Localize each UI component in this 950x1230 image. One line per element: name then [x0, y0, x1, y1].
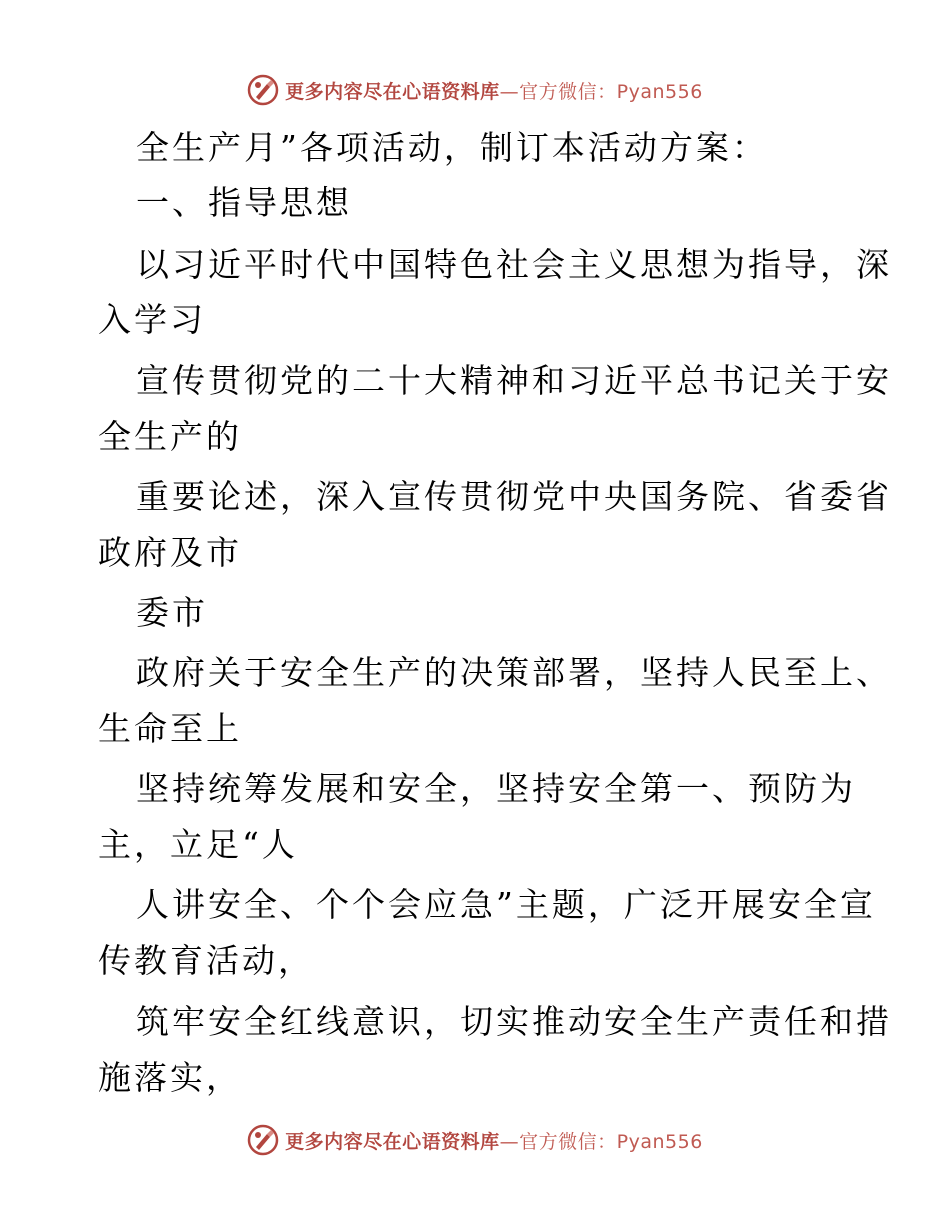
text-line: 全生产的 — [98, 417, 242, 456]
text-line: 重要论述，深入宣传贯彻党中央国务院、省委省 — [136, 477, 892, 516]
pen-logo-icon — [247, 1124, 279, 1156]
text-line: 入学习 — [98, 300, 206, 339]
text-line: 委市 — [136, 593, 208, 632]
text-line: 全生产月”各项活动，制订本活动方案： — [136, 128, 768, 167]
header-banner — [0, 70, 950, 110]
banner-title: 更多内容尽在心语资料库—官方微信：Pyan556 — [285, 1130, 703, 1153]
footer-banner — [0, 1120, 950, 1160]
text-line: 生命至上 — [98, 709, 242, 748]
text-line: 施落实， — [98, 1058, 242, 1097]
section-heading: 一、指导思想 — [136, 183, 352, 222]
text-line: 宣传贯彻党的二十大精神和习近平总书记关于安 — [136, 361, 892, 400]
text-line: 传教育活动， — [98, 941, 314, 980]
pen-logo-icon — [247, 74, 279, 106]
text-line: 筑牢安全红线意识，切实推动安全生产责任和措 — [136, 1002, 892, 1041]
text-line: 政府及市 — [98, 533, 242, 572]
text-line: 坚持统筹发展和安全，坚持安全第一、预防为 — [136, 769, 856, 808]
text-line: 主，立足“人 — [98, 825, 298, 864]
text-line: 政府关于安全生产的决策部署，坚持人民至上、 — [136, 653, 892, 692]
text-line: 以习近平时代中国特色社会主义思想为指导，深 — [136, 245, 892, 284]
text-line: 人讲安全、个个会应急”主题，广泛开展安全宣 — [136, 885, 876, 924]
banner-title: 更多内容尽在心语资料库—官方微信：Pyan556 — [285, 80, 703, 103]
